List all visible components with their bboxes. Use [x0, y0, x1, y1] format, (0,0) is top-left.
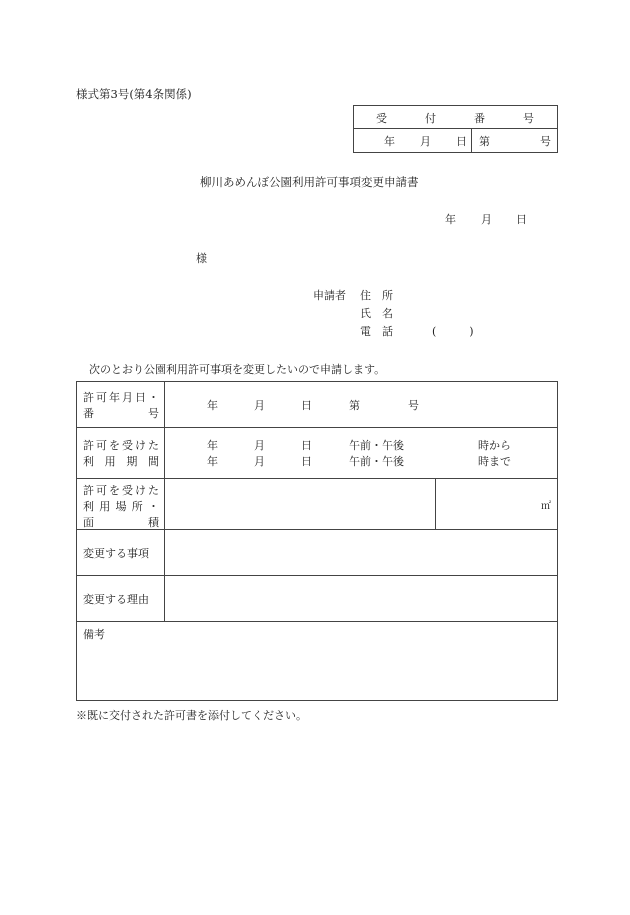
end-time-suffix: 時まで	[478, 455, 511, 468]
receipt-year: 年	[384, 135, 395, 148]
receipt-number-suffix: 号	[540, 135, 551, 148]
start-ampm: 午前・午後	[349, 439, 404, 452]
label-char: 受	[122, 484, 133, 497]
row-divider	[77, 478, 557, 479]
date-year: 年	[445, 213, 456, 226]
label-char: ・	[148, 391, 159, 404]
permit-month: 月	[254, 399, 265, 412]
end-year: 年	[207, 455, 218, 468]
row-divider	[77, 575, 557, 576]
row3-label-line3	[83, 514, 159, 530]
label-char: 日	[135, 391, 146, 404]
label-char: 受	[122, 439, 133, 452]
row2-label-line2	[83, 453, 159, 469]
label-char: 年	[109, 391, 120, 404]
phone-label: 電 話	[360, 325, 393, 338]
row3-label-line2	[83, 498, 159, 514]
change-reason-label: 変更する理由	[83, 593, 149, 606]
name-label: 氏 名	[360, 307, 393, 320]
address-label: 住 所	[360, 289, 393, 302]
document-title: 柳川あめんぼ公園利用許可事項変更申請書	[200, 175, 419, 189]
receipt-header-char: 番	[474, 112, 485, 125]
application-table	[76, 381, 558, 701]
row-divider	[77, 427, 557, 428]
label-char: 可	[96, 439, 107, 452]
label-char: 場	[115, 500, 127, 513]
receipt-divider	[471, 129, 472, 152]
receipt-number-box	[353, 105, 558, 153]
area-unit: ㎡	[541, 501, 551, 512]
label-char: 許	[83, 439, 94, 452]
receipt-day: 日	[456, 135, 467, 148]
label-char: を	[109, 484, 120, 497]
change-item-label: 変更する事項	[83, 547, 149, 560]
label-char: 許	[83, 391, 94, 404]
phone-parentheses: ( )	[432, 325, 474, 338]
label-char: を	[109, 439, 120, 452]
addressee-suffix: 様	[196, 252, 207, 265]
start-day: 日	[301, 439, 312, 452]
remarks-label: 備考	[83, 628, 105, 641]
label-char: 可	[96, 484, 107, 497]
attachment-note: ※既に交付された許可書を添付してください。	[76, 709, 307, 722]
label-char: ・	[148, 500, 159, 513]
area-column-divider	[435, 478, 436, 529]
permit-year: 年	[207, 399, 218, 412]
end-month: 月	[254, 455, 265, 468]
receipt-header-row	[354, 106, 557, 129]
applicant-label: 申請者	[313, 289, 346, 302]
label-char: 番	[83, 407, 94, 420]
start-month: 月	[254, 439, 265, 452]
permit-day: 日	[301, 399, 312, 412]
date-month: 月	[481, 213, 492, 226]
label-char: 月	[122, 391, 133, 404]
label-char: 用	[104, 455, 116, 468]
receipt-month: 月	[420, 135, 431, 148]
label-char: 利	[83, 500, 94, 513]
label-column-divider	[164, 382, 165, 621]
label-char: 用	[99, 500, 111, 513]
label-char: た	[148, 484, 159, 497]
label-char: 許	[83, 484, 94, 497]
row1-label-line2	[83, 405, 159, 421]
label-char: 積	[148, 516, 159, 529]
label-char: 所	[131, 500, 143, 513]
label-char: た	[148, 439, 159, 452]
receipt-header	[376, 110, 534, 126]
label-char: 号	[148, 407, 159, 420]
row-divider	[77, 621, 557, 622]
permit-number-suffix: 号	[408, 399, 419, 412]
receipt-header-char: 号	[523, 112, 534, 125]
form-number: 様式第3号(第4条関係)	[76, 87, 192, 101]
end-day: 日	[301, 455, 312, 468]
label-char: け	[135, 484, 146, 497]
label-char: け	[135, 439, 146, 452]
label-char: 面	[83, 516, 94, 529]
label-char: 間	[147, 455, 159, 468]
end-ampm: 午前・午後	[349, 455, 404, 468]
label-char: 可	[96, 391, 107, 404]
receipt-number-prefix: 第	[479, 135, 490, 148]
start-year: 年	[207, 439, 218, 452]
label-char: 期	[126, 455, 138, 468]
start-time-suffix: 時から	[478, 439, 511, 452]
label-char: 利	[83, 455, 94, 468]
date-day: 日	[516, 213, 527, 226]
row2-label-line1	[83, 437, 159, 453]
row1-label-line1	[83, 389, 159, 405]
receipt-header-char: 付	[425, 112, 436, 125]
row3-label-line1	[83, 482, 159, 498]
receipt-header-char: 受	[376, 112, 387, 125]
permit-number-prefix: 第	[349, 399, 360, 412]
intro-text: 次のとおり公園利用許可事項を変更したいので申請します。	[89, 363, 386, 376]
